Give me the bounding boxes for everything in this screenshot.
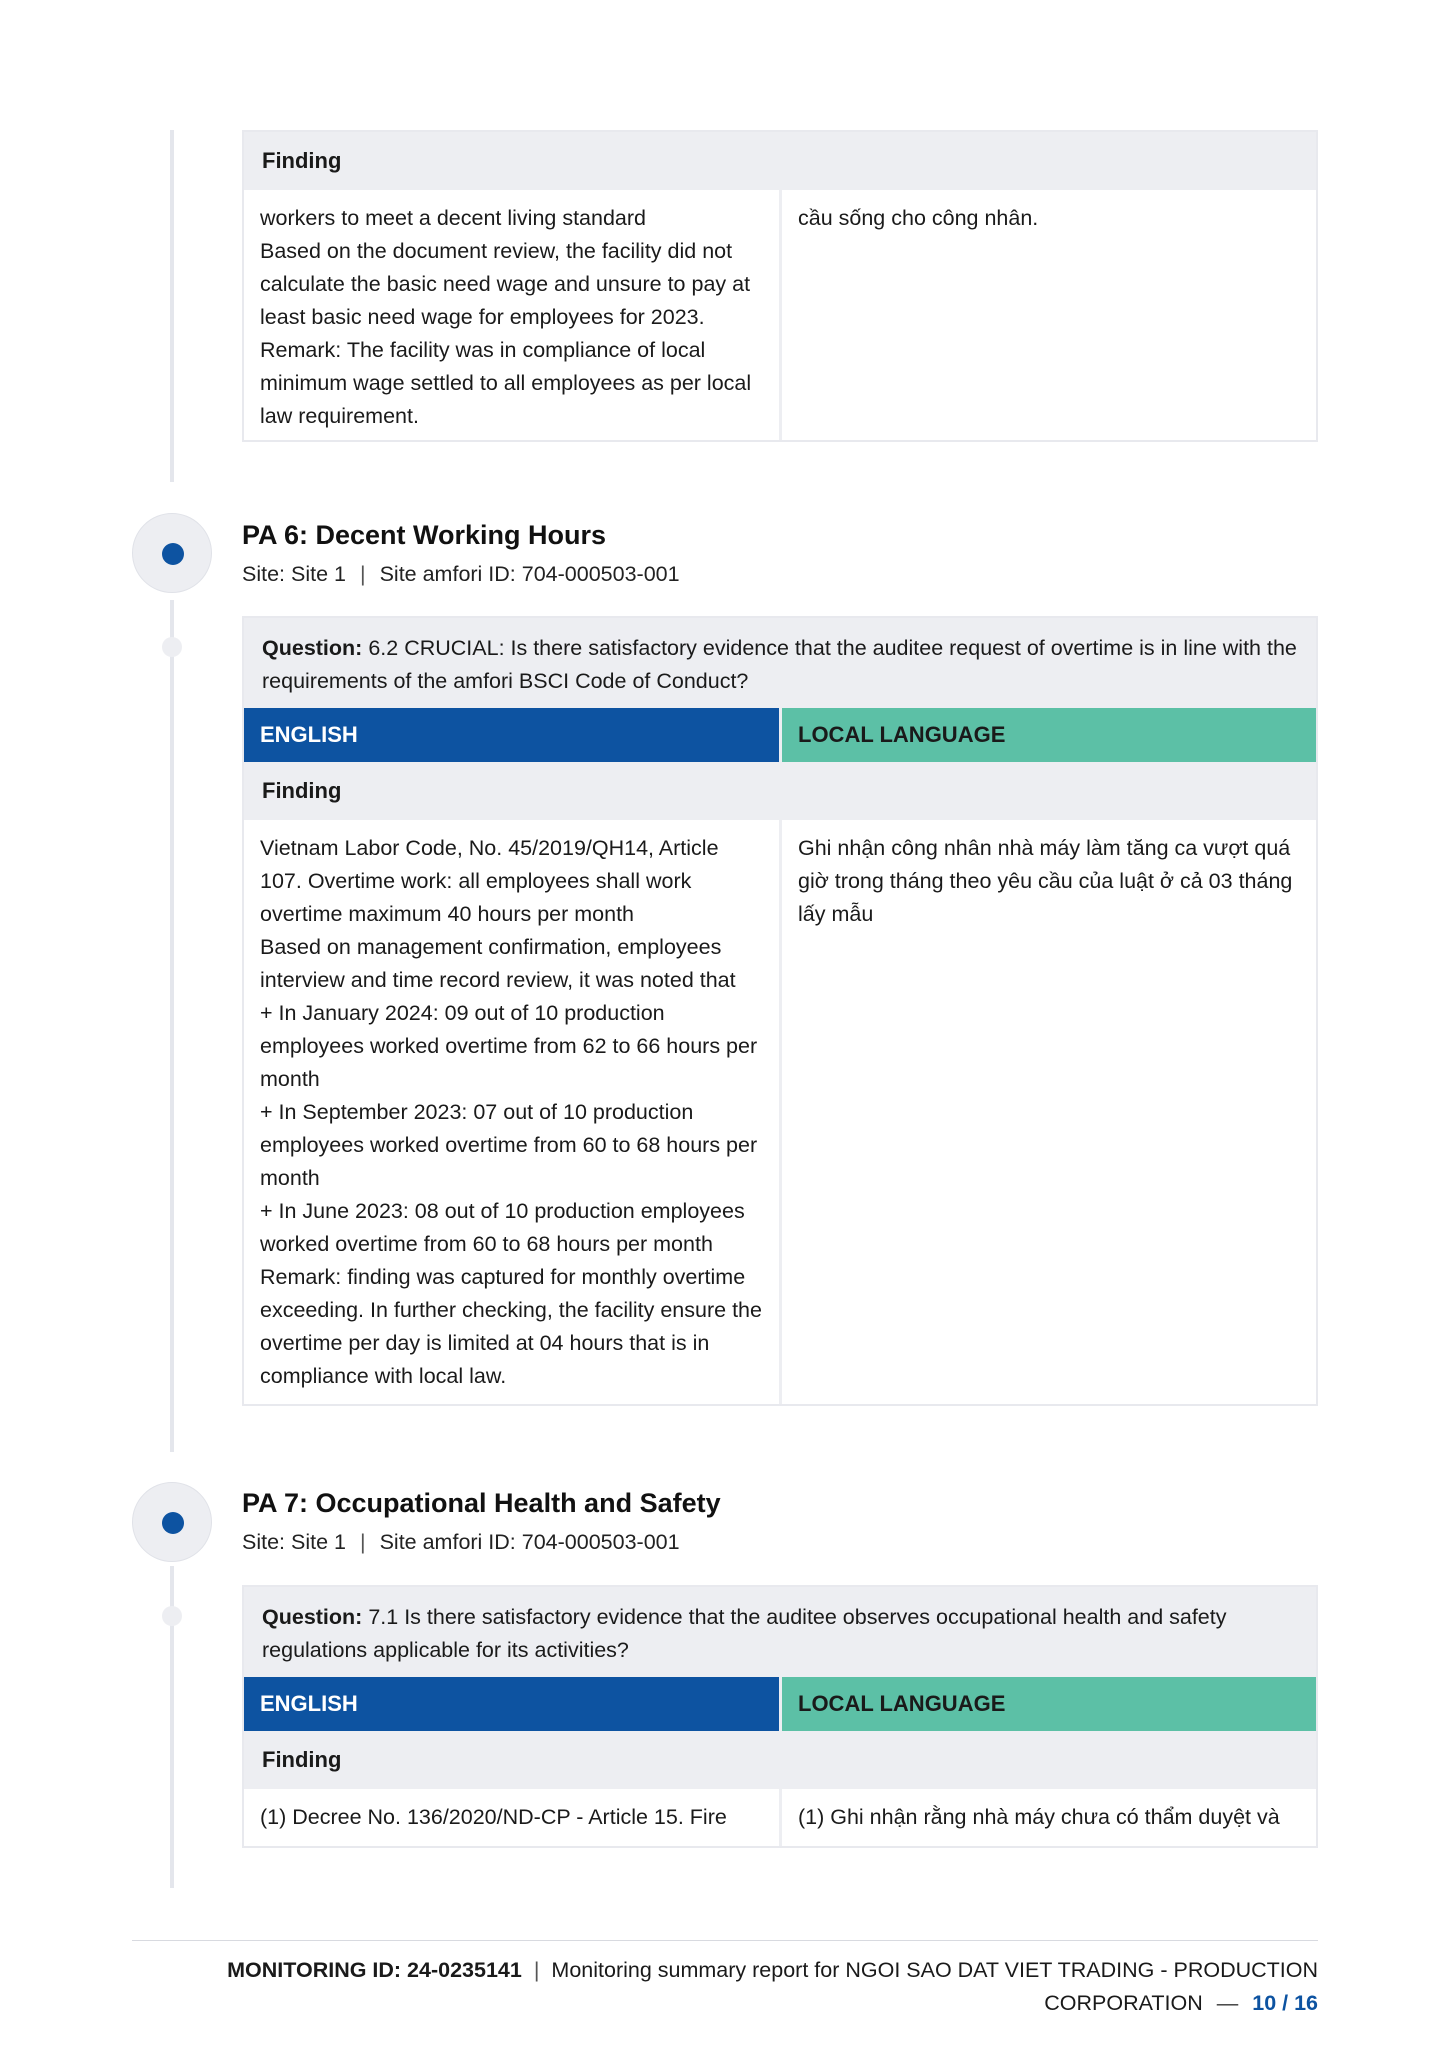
question-text — [244, 1587, 1316, 1677]
question-card-pa6 — [242, 616, 1318, 1406]
site-name: Site: Site 1 — [242, 562, 346, 586]
site-separator: | — [359, 562, 366, 586]
page-number: 10 / 16 — [1252, 1991, 1318, 2015]
footer-divider — [132, 1940, 1318, 1941]
finding-card-continued — [242, 130, 1318, 442]
finding-english: workers to meet a decent living standard Based on the document review, the facility did not calculate the basic need wage and unsure to pay at least basic need wage for employees for 2023. Remark: The facility was in compliance of local minimum wage settled to all employees as per local law requirement. — [244, 190, 779, 440]
report-title-line-2: CORPORATION — [1044, 1991, 1203, 2015]
finding-english: (1) Decree No. 136/2020/ND-CP - Article 15. Fire — [244, 1789, 779, 1846]
question-card-pa7 — [242, 1585, 1318, 1848]
timeline-line — [170, 130, 174, 482]
timeline-marker — [132, 1482, 212, 1562]
report-title-line-1: Monitoring summary report for NGOI SAO DAT VIET TRADING - PRODUCTION — [551, 1958, 1318, 1982]
site-id: Site amfori ID: 704-000503-001 — [379, 562, 680, 586]
question-label: Question: — [262, 636, 363, 660]
timeline-dot-icon — [162, 543, 184, 565]
timeline-dot-icon — [162, 1512, 184, 1534]
timeline-small-dot — [162, 637, 182, 657]
finding-local: (1) Ghi nhận rằng nhà máy chưa có thẩm duyệt và — [782, 1789, 1316, 1846]
footer-dash: — — [1216, 1991, 1239, 2015]
section-title: PA 7: Occupational Health and Safety — [242, 1488, 721, 1518]
page-footer — [168, 1954, 1318, 2020]
finding-english: Vietnam Labor Code, No. 45/2019/QH14, Article 107. Overtime work: all employees shall work overtime maximum 40 hours per month Based on management confirmation, employees interview and time record review, it was noted that + In January 2024: 09 out of 10 production employees worked overtime from 62 to 66 hours per month + In September 2023: 07 out of 10 production employees worked overtime from 60 to 68 hours per month + In June 2023: 08 out of 10 production employees worked overtime from 60 to 68 hours per month Remark: finding was captured for monthly overtime exceeding. In further checking, the facility ensure the overtime per day is limited at 04 hours that is in compliance with local law. — [244, 820, 779, 1404]
column-header-local: LOCAL LANGUAGE — [782, 1677, 1316, 1731]
timeline-marker — [132, 513, 212, 593]
column-header-english: ENGLISH — [244, 708, 779, 762]
site-id: Site amfori ID: 704-000503-001 — [379, 1530, 680, 1554]
footer-line-1 — [168, 1954, 1318, 1987]
finding-label: Finding — [262, 1747, 342, 1772]
monitoring-id: MONITORING ID: 24-0235141 — [227, 1958, 522, 1982]
column-header-english: ENGLISH — [244, 1677, 779, 1731]
site-name: Site: Site 1 — [242, 1530, 346, 1554]
footer-separator: | — [533, 1958, 540, 1982]
question-label: Question: — [262, 1605, 363, 1629]
section-site — [242, 1530, 680, 1555]
footer-line-2 — [168, 1987, 1318, 2020]
section-title: PA 6: Decent Working Hours — [242, 520, 607, 550]
finding-local: Ghi nhận công nhân nhà máy làm tăng ca vượt quá giờ trong tháng theo yêu cầu của luật ở cả 03 tháng lấy mẫu — [782, 820, 1316, 1404]
finding-label: Finding — [262, 778, 342, 803]
site-separator: | — [359, 1530, 366, 1554]
timeline-small-dot — [162, 1606, 182, 1626]
section-site — [242, 562, 680, 587]
finding-local: cầu sống cho công nhân. — [782, 190, 1316, 440]
column-header-local: LOCAL LANGUAGE — [782, 708, 1316, 762]
question-text — [244, 618, 1316, 708]
question-body: 6.2 CRUCIAL: Is there satisfactory evidence that the auditee request of overtime is in line with the requirements of the amfori BSCI Code of Conduct? — [262, 636, 1297, 693]
finding-label: Finding — [262, 148, 342, 173]
question-body: 7.1 Is there satisfactory evidence that the auditee observes occupational health and safety regulations applicable for its activities? — [262, 1605, 1227, 1662]
timeline-line — [170, 600, 174, 1452]
